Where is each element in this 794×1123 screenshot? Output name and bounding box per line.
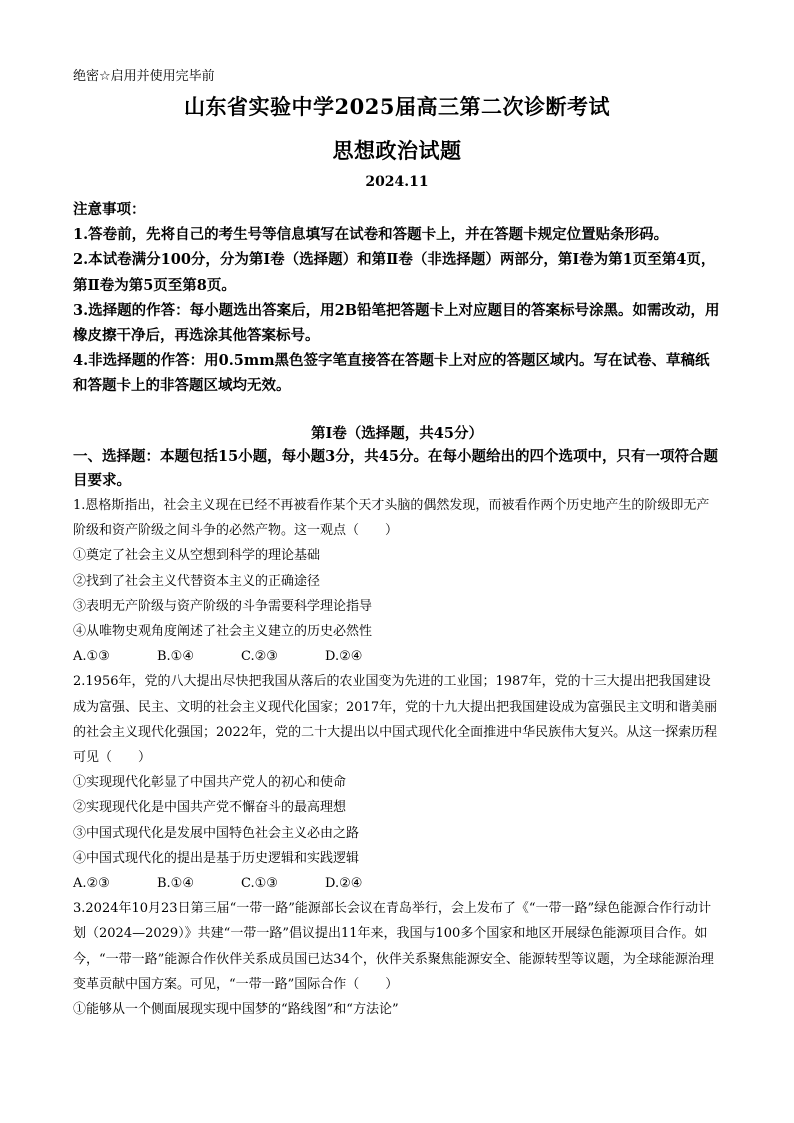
answer-option: B.①④ <box>157 876 194 892</box>
question-statement: ②找到了社会主义代替资本主义的正确途径 <box>73 573 321 589</box>
section-title: 第Ⅰ卷（选择题，共45分） <box>311 425 483 442</box>
answer-option: A.①③ <box>73 649 110 665</box>
notice-item: 2.本试卷满分100分，分为第Ⅰ卷（选择题）和第Ⅱ卷（非选择题）两部分，第Ⅰ卷为第1页至第4页，第Ⅱ卷为第5页至第8页。 <box>73 251 716 294</box>
answer-option: C.②③ <box>241 649 278 665</box>
question-list <box>73 493 721 1022</box>
question-statement: ①能够从一个侧面展现实现中国梦的“路线图”和“方法论” <box>73 1002 399 1018</box>
question-statement: ②实现现代化是中国共产党不懈奋斗的最高理想 <box>73 800 347 816</box>
answer-option: C.①③ <box>241 876 278 892</box>
exam-title: 山东省实验中学2025届高三第二次诊断考试 <box>184 94 610 119</box>
subject-title: 思想政治试题 <box>332 138 462 163</box>
question-stem: 2.1956年，党的八大提出尽快把我国从落后的农业国变为先进的工业国；1987年，党的十三大提出把我国建设成为富强、民主、文明的社会主义现代化国家；2017年，党的十九大提出把我国建设成为富强民主文明和谐美丽的社会主义现代化强国；2022年，党的二十大提出以中国式现代化全面推进中华民族伟大复兴。从这一探索历程可见（ ） <box>73 674 718 766</box>
question-statement: ④从唯物史观角度阐述了社会主义建立的历史必然性 <box>73 624 373 640</box>
notice-item: 4.非选择题的作答：用0.5mm黑色签字笔直接答在答题卡上对应的答题区域内。写在试卷、草稿纸和答题卡上的非答题区域均无效。 <box>73 352 710 395</box>
answer-options <box>73 644 721 669</box>
question-statement: ③中国式现代化是发展中国特色社会主义必由之路 <box>73 825 360 841</box>
answer-options <box>73 871 721 896</box>
secret-note: 绝密☆启用并使用完毕前 <box>73 69 215 84</box>
answer-option: D.②④ <box>325 649 363 665</box>
question-stem: 3.2024年10月23日第三届“一带一路”能源部长会议在青岛举行，会上发布了《“一带一路”绿色能源合作行动计划（2024—2029）》共建“一带一路”倡议提出11年来，我国与100多个国家和地区开展绿色能源项目合作。如今，“一带一路”能源合作伙伴关系成员国已达34个，伙伴关系聚焦能源安全、能源转型等议题，为全球能源治理变革贡献中国方案。可见，“一带一路”国际合作（ ） <box>73 901 714 992</box>
question-statement: ①实现现代化彰显了中国共产党人的初心和使命 <box>73 775 347 791</box>
question-statement: ④中国式现代化的提出是基于历史逻辑和实践逻辑 <box>73 850 360 866</box>
exam-date: 2024.11 <box>365 174 429 190</box>
notices <box>73 197 721 399</box>
question-stem: 1.恩格斯指出，社会主义现在已经不再被看作某个天才头脑的偶然发现，而被看作两个历史地产生的阶级即无产阶级和资产阶级之间斗争的必然产物。这一观点（ ） <box>73 498 710 539</box>
question-statement: ①奠定了社会主义从空想到科学的理论基础 <box>73 548 321 564</box>
notice-item: 1.答卷前，先将自己的考生号等信息填写在试卷和答题卡上，并在答题卡规定位置贴条形码。 <box>73 226 669 244</box>
part-title: 一、选择题：本题包括15小题，每小题3分，共45分。在每小题给出的四个选项中，只有一项符合题目要求。 <box>73 448 718 489</box>
question-statement: ③表明无产阶级与资产阶级的斗争需要科学理论指导 <box>73 598 373 614</box>
notices-heading: 注意事项： <box>73 201 146 218</box>
answer-option: A.②③ <box>73 876 110 892</box>
answer-option: D.②④ <box>325 876 363 892</box>
answer-option: B.①④ <box>157 649 194 665</box>
notice-item: 3.选择题的作答：每小题选出答案后，用2B铅笔把答题卡上对应题目的答案标号涂黑。如需改动，用橡皮擦干净后，再选涂其他答案标号。 <box>73 301 720 345</box>
